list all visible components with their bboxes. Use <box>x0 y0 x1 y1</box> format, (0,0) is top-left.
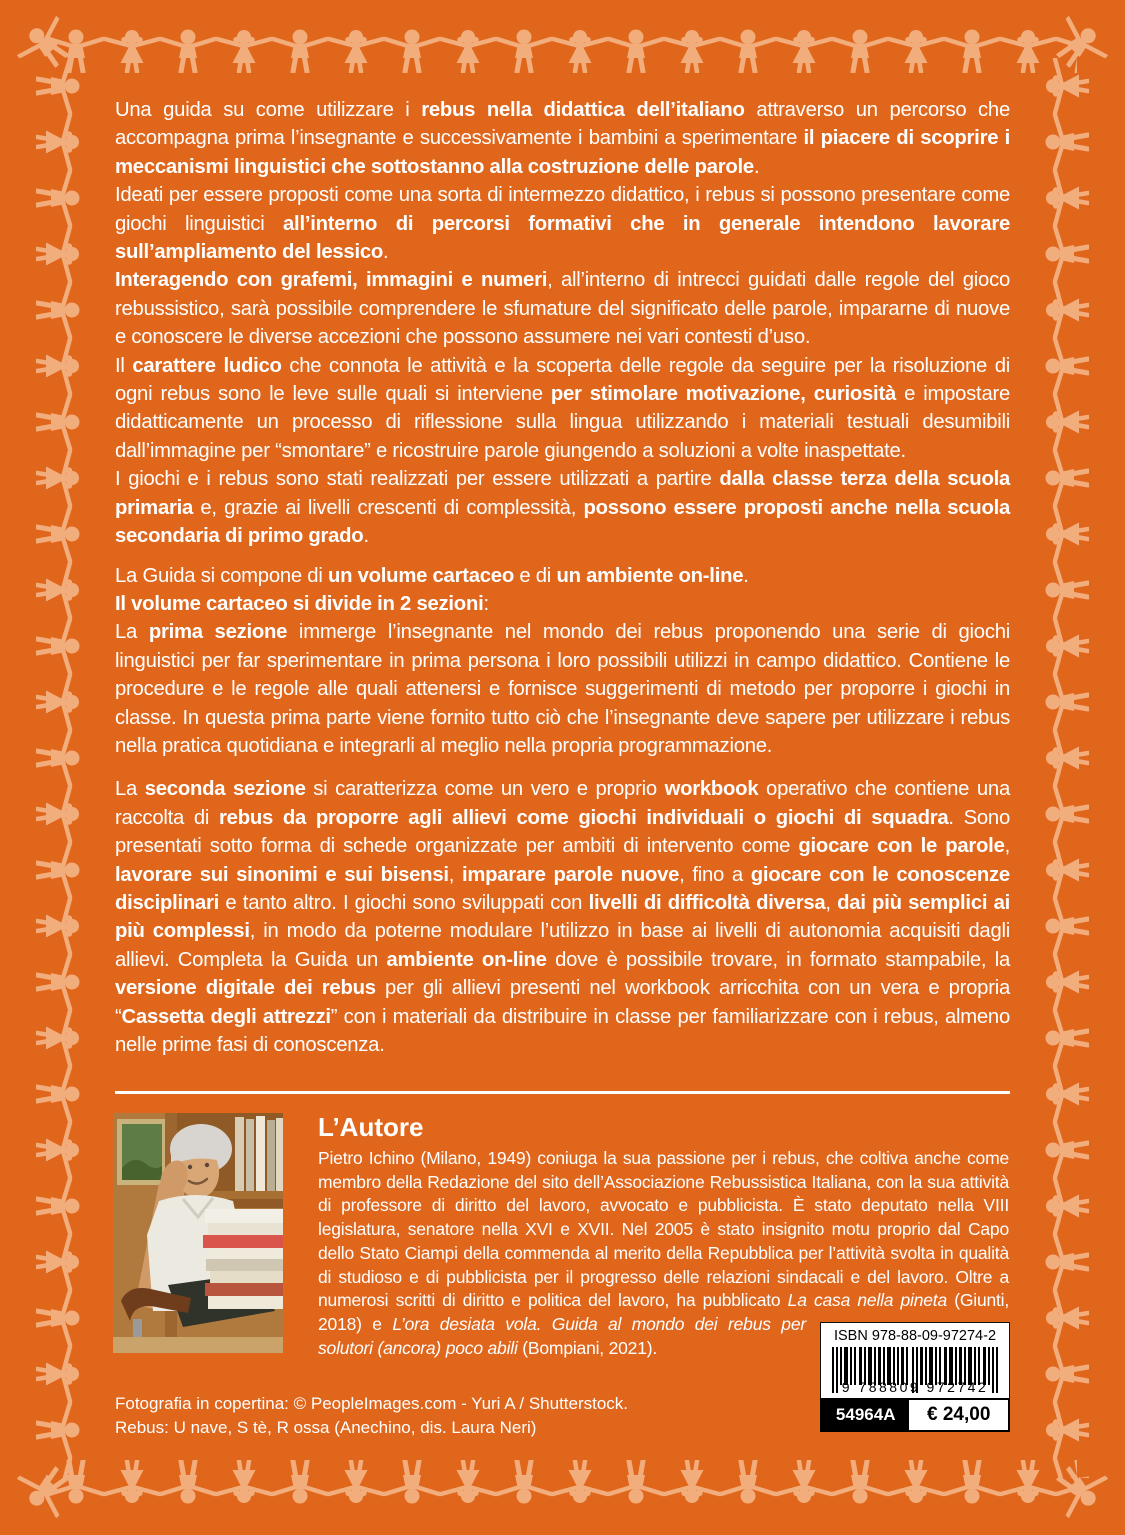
paper-doll-chain-left-icon <box>36 58 82 1478</box>
credits <box>115 1392 628 1440</box>
isbn-area <box>820 1322 1010 1398</box>
isbn-label: ISBN 978-88-09-97274-2 <box>833 1328 997 1344</box>
back-cover-text <box>115 96 1010 1059</box>
author-photo <box>113 1113 283 1353</box>
body-paragraph: I giochi e i rebus sono stati realizzati per essere utilizzati a partire dalla classe terza della scuola primaria e, grazie ai livelli crescenti di complessità, possono essere proposti anche nella scuola secondaria di primo grado. <box>115 468 1011 548</box>
price: € 24,00 <box>927 1404 991 1425</box>
barcode-digits: 9 788809 972742 <box>841 1379 989 1395</box>
corner-doll-icon <box>1043 9 1115 81</box>
section-divider <box>115 1091 1010 1094</box>
body-paragraph: Il carattere ludico che connota le attività e la scoperta delle regole da seguire per la risoluzione di ogni rebus sono le leve sulle quali si interviene per stimolare motivazione, curiosità e impostare didatticamente un processo di riflessione sulla lingua utilizzando i materiali testuali desumibili dall’immagine per “smontare” e ricostruire parole giungendo a soluzioni a volte inaspettate. <box>115 354 1011 462</box>
credit-rebus-line: Rebus: U nave, S tè, R ossa (Anechino, dis. Laura Neri) <box>115 1418 537 1437</box>
body-paragraph: Il volume cartaceo si divide in 2 sezioni: <box>115 592 489 615</box>
paper-doll-chain-right-icon <box>1043 58 1089 1478</box>
credit-photo-line: Fotografia in copertina: © PeopleImages.com - Yuri A / Shutterstock. <box>115 1394 629 1413</box>
body-paragraph: La prima sezione immerge l’insegnante nel mondo dei rebus proponendo una serie di giochi linguistici per far sperimentare in prima persona i loro possibili utilizzi in campo didattico. Contiene le procedure e le regole alle quali attenersi e fornisce suggerimenti di metodo per proporre i giochi in classe. In questa prima parte viene fornito tutto ciò che l’insegnante deve sapere per utilizzare i rebus nella pratica quotidiana e integrarli al meglio nella propria programmazione. <box>115 621 1010 757</box>
paper-doll-chain-bottom-icon <box>48 1460 1077 1506</box>
paper-doll-chain-top-icon <box>48 27 1077 73</box>
corner-doll-icon <box>10 1453 82 1525</box>
body-paragraph: La Guida si compone di un volume cartaceo e di un ambiente on-line. <box>115 564 749 587</box>
body-paragraph: Una guida su come utilizzare i rebus nella didattica dell’italiano attraverso un percorso che accompagna prima l’insegnante e successivamente i bambini a sperimentare il piacere di scoprire i meccanismi linguistici che sottostanno alla costruzione delle parole. <box>115 99 1011 178</box>
body-paragraph: Interagendo con grafemi, immagini e numeri, all’interno di intrecci guidati dalle regole del gioco rebussistico, sarà possibile comprendere le sfumature del significato delle parole, impararne di nuove e conoscere le diverse accezioni che possono assumere nei vari contesti d’uso. <box>115 269 1010 349</box>
barcode-box <box>820 1322 1010 1432</box>
barcode-spacer <box>1009 1147 1010 1323</box>
body-paragraph: La seconda sezione si caratterizza come un vero e proprio workbook operativo che contiene una raccolta di rebus da proporre agli allievi come giochi individuali o giochi di squadra. Sono presentati sotto forma di schede organizzate per ambiti di intervento come giocare con le parole, lavorare sui sinonimi e sui bisensi, imparare parole nuove, fino a giocare con le conoscenze disciplinari e tanto altro. I giochi sono sviluppati con livelli di difficoltà diversa, dai più semplici ai più complessi, in modo da poterne modulare l’utilizzo in base ai livelli di autonomia acquisiti dagli allievi. Completa la Guida un ambiente on-line dove è possibile trovare, in formato stampabile, la versione digitale dei rebus per gli allievi presenti nel workbook arricchita con un vera e propria “Cassetta degli attrezzi” con i materiali da distribuire in classe per familiarizzare con i rebus, almeno nelle prime fasi di conoscenza. <box>115 778 1011 1056</box>
corner-doll-icon <box>1043 1453 1115 1525</box>
price-row <box>820 1398 1010 1432</box>
author-bio: Pietro Ichino (Milano, 1949) coniuga la sua passione per i rebus, che coltiva anche come membro della Redazione del sito dell’Associazione Rebussistica Italiana, con la sua attività di professore di diritto del lavoro, avvocato e pubblicista. È stato deputato nella VIII legislatura, senatore nella XVI e XVII. Nel 2005 è stato insignito motu proprio dal Capo dello Stato Ciampi della commenda al merito della Repubblica per l’attività svolta in qualità di studioso e di pubblicista per il progresso delle relazioni sindacali e del lavoro. Oltre a numerosi scritti di diritto e politica del lavoro, ha pubblicato La casa nella pineta (Giunti, 2018) e L’ora desiata vola. Guida al mondo dei rebus per solutori (ancora) poco abili (Bompiani, 2021). <box>318 1147 1010 1360</box>
product-code: 54964A <box>822 1400 909 1430</box>
author-title: L’Autore <box>318 1112 424 1142</box>
corner-doll-icon <box>10 9 82 81</box>
body-paragraph: Ideati per essere proposti come una sorta di intermezzo didattico, i rebus si possono presentare come giochi linguistici all’interno di percorsi formativi che in generale intendono lavorare sull’ampliamento del lessico. <box>115 184 1010 264</box>
